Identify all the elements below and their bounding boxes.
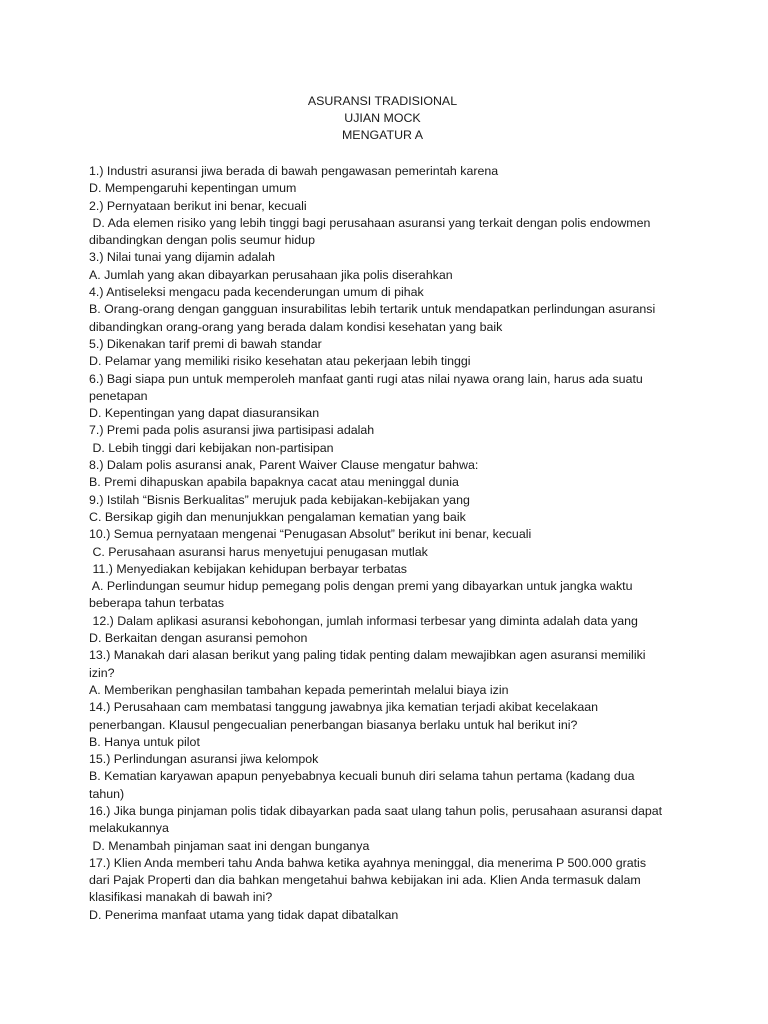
text-line: D. Penerima manfaat utama yang tidak dapat dibatalkan	[89, 907, 399, 922]
text-line: 1.) Industri asuransi jiwa berada di bawah pengawasan pemerintah karena	[89, 164, 499, 178]
text-line: 17.) Klien Anda memberi tahu Anda bahwa ketika ayahnya meninggal, dia menerima P 500.000 gratis	[89, 855, 647, 870]
title-line: ASURANSI TRADISIONAL	[307, 94, 458, 108]
text-line: 5.) Dikenakan tarif premi di bawah standar	[89, 336, 322, 351]
text-line: beberapa tahun terbatas	[89, 596, 225, 611]
text-line: 11.) Menyediakan kebijakan kehidupan berbayar terbatas	[89, 561, 407, 576]
text-line: izin?	[89, 665, 115, 680]
text-line: A. Jumlah yang akan dibayarkan perusahaan jika polis diserahkan	[89, 267, 453, 282]
text-line: 9.) Istilah “Bisnis Berkualitas” merujuk pada kebijakan-kebijakan yang	[89, 492, 470, 507]
text-line: dari Pajak Properti dan dia bahkan mengetahui bahwa kebijakan ini ada. Klien Anda termasuk dalam	[89, 873, 641, 888]
text-line: melakukannya	[89, 821, 169, 836]
text-line: D. Kepentingan yang dapat diasuransikan	[89, 406, 320, 421]
text-line: 2.) Pernyataan berikut ini benar, kecuali	[89, 198, 307, 213]
text-line: B. Premi dihapuskan apabila bapaknya cacat atau meninggal dunia	[89, 475, 459, 490]
text-line: B. Orang-orang dengan gangguan insurabilitas lebih tertarik untuk mendapatkan perlindungan asuransi	[89, 302, 656, 317]
text-line: D. Pelamar yang memiliki risiko kesehatan atau pekerjaan lebih tinggi	[89, 354, 471, 369]
subtitle-line: UJIAN MOCK	[344, 111, 421, 126]
text-line: dibandingkan dengan polis seumur hidup	[89, 233, 315, 248]
text-line: B. Hanya untuk pilot	[89, 734, 200, 749]
text-line: 3.) Nilai tunai yang dijamin adalah	[89, 250, 275, 265]
text-line: D. Lebih tinggi dari kebijakan non-partisipan	[89, 440, 334, 455]
text-line: 15.) Perlindungan asuransi jiwa kelompok	[89, 752, 319, 767]
text-line: C. Bersikap gigih dan menunjukkan pengalaman kematian yang baik	[89, 509, 466, 524]
text-line: penerbangan. Klausul pengecualian penerbangan biasanya berlaku untuk hal berikut ini?	[89, 717, 578, 732]
text-line: D. Berkaitan dengan asuransi pemohon	[89, 631, 308, 646]
text-line: 12.) Dalam aplikasi asuransi kebohongan, jumlah informasi terbesar yang diminta adalah data yang	[89, 613, 638, 628]
text-line: A. Memberikan penghasilan tambahan kepada pemerintah melalui biaya izin	[89, 682, 509, 697]
text-line: D. Ada elemen risiko yang lebih tinggi bagi perusahaan asuransi yang terkait dengan polis endowmen	[89, 215, 651, 230]
text-line: tahun)	[89, 786, 125, 801]
document-title	[0, 93, 768, 145]
text-line: 14.) Perusahaan cam membatasi tanggung jawabnya jika kematian terjadi akibat kecelakaan	[89, 700, 599, 715]
text-line: C. Perusahaan asuransi harus menyetujui penugasan mutlak	[89, 544, 428, 559]
text-line: 6.) Bagi siapa pun untuk memperoleh manfaat ganti rugi atas nilai nyawa orang lain, harus ada suatu	[89, 371, 643, 386]
text-line: A. Perlindungan seumur hidup pemegang polis dengan premi yang dibayarkan untuk jangka waktu	[89, 579, 633, 594]
document-body	[89, 163, 677, 924]
text-line: B. Kematian karyawan apapun penyebabnya kecuali bunuh diri selama tahun pertama (kadang dua	[89, 769, 635, 784]
text-line: 10.) Semua pernyataan mengenai “Penugasan Absolut” berikut ini benar, kecuali	[89, 527, 532, 542]
text-line: 13.) Manakah dari alasan berikut yang paling tidak penting dalam mewajibkan agen asuransi memiliki	[89, 648, 646, 663]
text-line: klasifikasi manakah di bawah ini?	[89, 890, 273, 905]
text-line: penetapan	[89, 388, 148, 403]
text-line: 7.) Premi pada polis asuransi jiwa partisipasi adalah	[89, 423, 375, 438]
text-line: 8.) Dalam polis asuransi anak, Parent Waiver Clause mengatur bahwa:	[89, 458, 479, 473]
text-line: dibandingkan orang-orang yang berada dalam kondisi kesehatan yang baik	[89, 319, 503, 334]
text-line: D. Menambah pinjaman saat ini dengan bunganya	[89, 838, 370, 853]
text-line: D. Mempengaruhi kepentingan umum	[89, 181, 297, 196]
text-line: 16.) Jika bunga pinjaman polis tidak dibayarkan pada saat ulang tahun polis, perusahaan asuransi dapat	[89, 803, 663, 818]
set-line: MENGATUR A	[341, 128, 423, 143]
text-line: 4.) Antiseleksi mengacu pada kecenderungan umum di pihak	[89, 285, 424, 300]
